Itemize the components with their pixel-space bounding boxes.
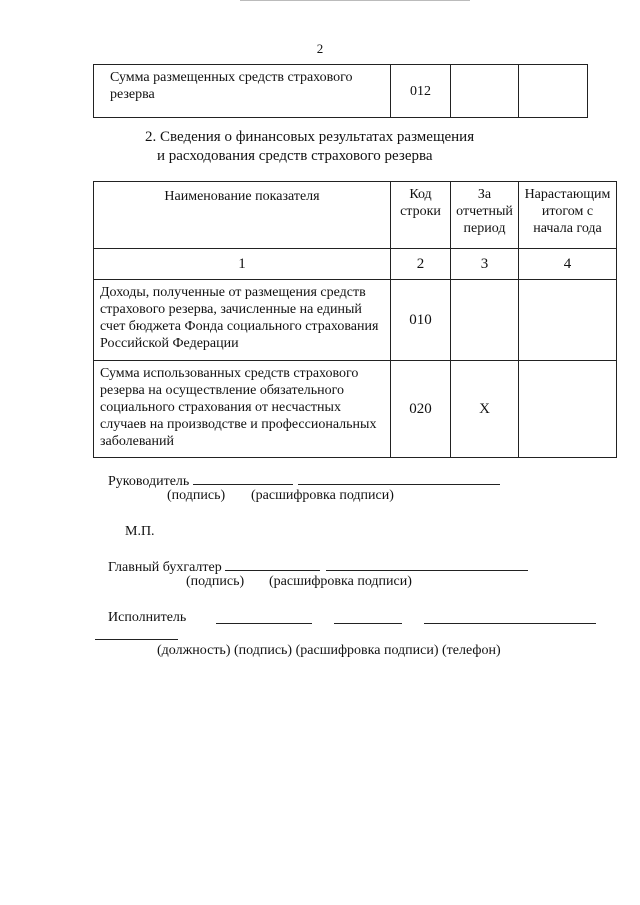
head-caption-decoding: (расшифровка подписи) [251,488,394,503]
column-header-cumulative: Нарастающим итогом с начала года [519,182,617,249]
reserve-amount-table [93,64,588,118]
section-title-line-2: и расходования средств страхового резерва [157,148,433,164]
executor-position-field[interactable] [216,623,312,624]
row-cumulative-value [519,361,617,458]
head-label: Руководитель [108,474,190,489]
chief-accountant-decoding-field[interactable] [326,557,528,571]
executor-caption: (должность) (подпись) (расшифровка подписи) (телефон) [157,643,501,658]
head-signature-field[interactable] [193,471,293,485]
financial-results-table [93,181,617,458]
column-number: 1 [94,249,391,280]
row-period-value [451,280,519,361]
head-decoding-field[interactable] [298,471,500,485]
section-title [145,128,474,166]
column-number: 2 [391,249,451,280]
stamp-place: М.П. [125,524,155,539]
table-row [94,65,588,118]
row-period-value: Х [451,361,519,458]
chief-accountant-label: Главный бухгалтер [108,560,222,575]
empty-cell [519,65,588,118]
column-number: 3 [451,249,519,280]
chief-accountant-signature-field[interactable] [225,557,320,571]
row-label: Сумма размещенных средств страхового резерва [94,65,391,118]
page-top-edge [240,0,470,1]
row-code: 010 [391,280,451,361]
chief-accountant-caption-decoding: (расшифровка подписи) [269,574,412,589]
row-code: 020 [391,361,451,458]
table-row [94,280,617,361]
row-cumulative-value [519,280,617,361]
section-title-line-1: 2. Сведения о финансовых результатах размещения [145,129,475,145]
column-header-period: За отчетный период [451,182,519,249]
executor-signature-field[interactable] [334,623,402,624]
executor-phone-field[interactable] [95,639,178,640]
table-header-row [94,182,617,249]
page-number: 2 [316,41,324,56]
head-caption-signature: (подпись) [167,488,226,503]
chief-accountant-caption-signature: (подпись) [186,574,245,589]
row-name: Доходы, полученные от размещения средств страхового резерва, зачисленные на единый счет бюджета Фонда социального страхования Российской Федерации [94,280,391,361]
executor-decoding-field[interactable] [424,623,596,624]
column-header-code: Код строки [391,182,451,249]
column-number-row [94,249,617,280]
row-name: Сумма использованных средств страхового резерва на осуществление обязательного социального страхования от несчастных случаев на производстве и профессиональных заболеваний [94,361,391,458]
row-code: 012 [391,65,451,118]
executor-label: Исполнитель [108,610,187,625]
column-header-name: Наименование показателя [94,182,391,249]
column-number: 4 [519,249,617,280]
empty-cell [451,65,519,118]
table-row [94,361,617,458]
